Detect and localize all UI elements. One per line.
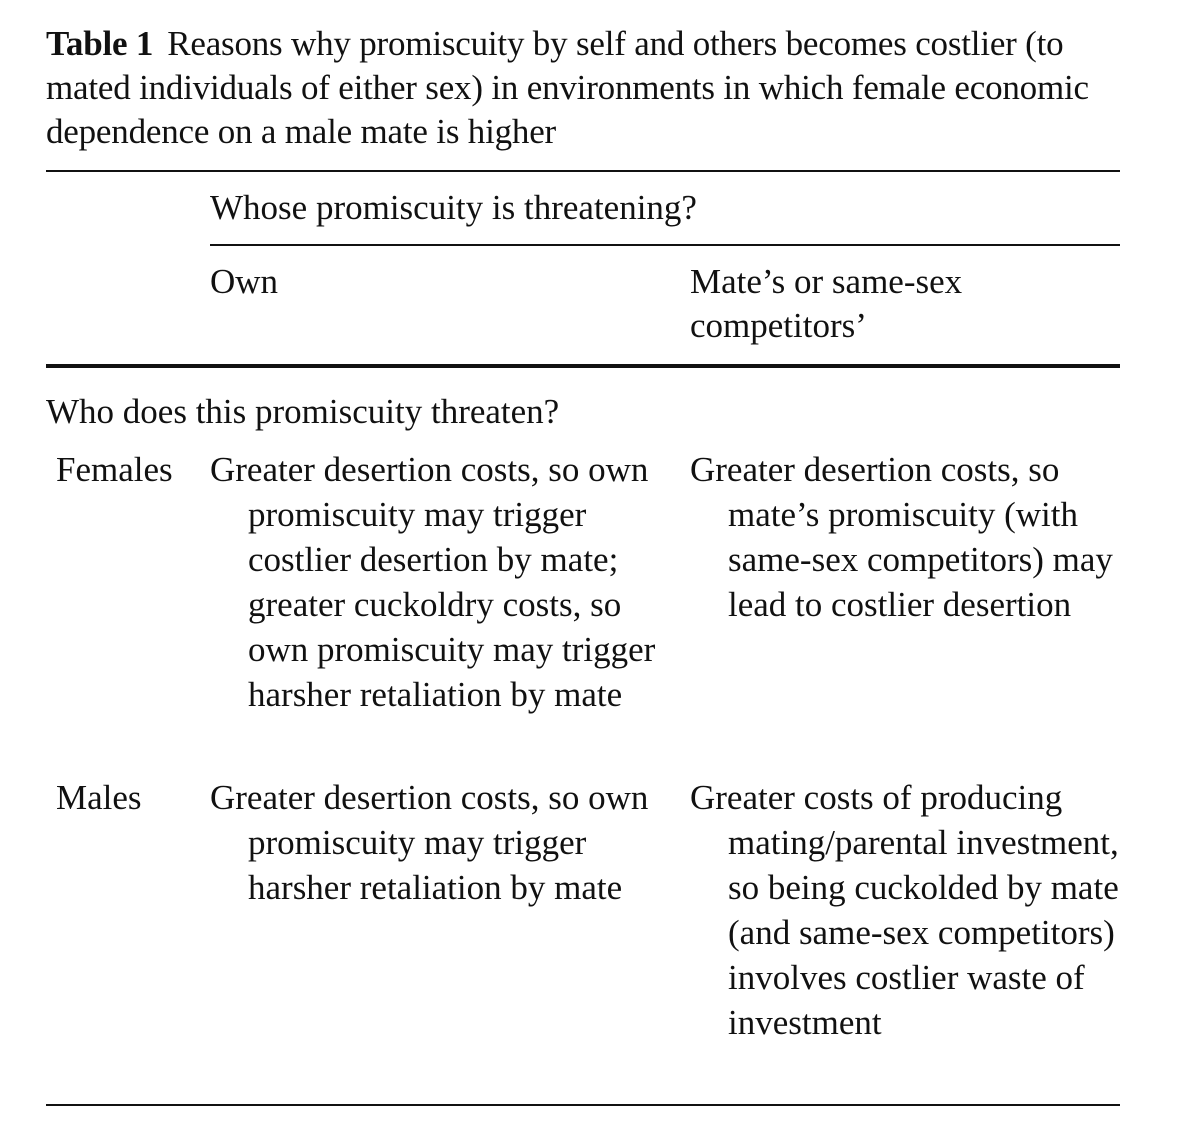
column-header-own: Own [210,262,279,301]
cell-males-own: Greater desertion costs, so own promiscuity may trigger harsher retaliation by mate [210,778,649,907]
caption-text: Reasons why promiscuity by self and others becomes costlier (to mated individuals of either sex) in environments in which female economic dependence on a male mate is higher [46,24,1089,151]
table-label: Table 1 [46,24,154,63]
column-group-header: Whose promiscuity is threatening? [210,188,697,227]
cell-males-other: Greater costs of producing mating/parental investment, so being cuckolded by mate (and same-sex competitors) involves costlier waste of investment [690,778,1119,1042]
cell-females-other: Greater desertion costs, so mate’s promiscuity (with same-sex competitors) may lead to costlier desertion [690,450,1113,624]
row-group-header: Who does this promiscuity threaten? [46,392,560,431]
column-header-other: Mate’s or same-sex competitors’ [690,262,963,345]
row-label-males: Males [56,778,142,817]
table-caption [46,22,1126,154]
top-rule [46,170,1120,172]
row-label-females: Females [56,450,173,489]
header-bottom-rule [46,364,1120,368]
bottom-rule [46,1104,1120,1106]
cell-females-own: Greater desertion costs, so own promiscuity may trigger costlier desertion by mate; greater cuckoldry costs, so own promiscuity may trigger harsher retaliation by mate [210,450,656,714]
column-group-rule [210,244,1120,246]
